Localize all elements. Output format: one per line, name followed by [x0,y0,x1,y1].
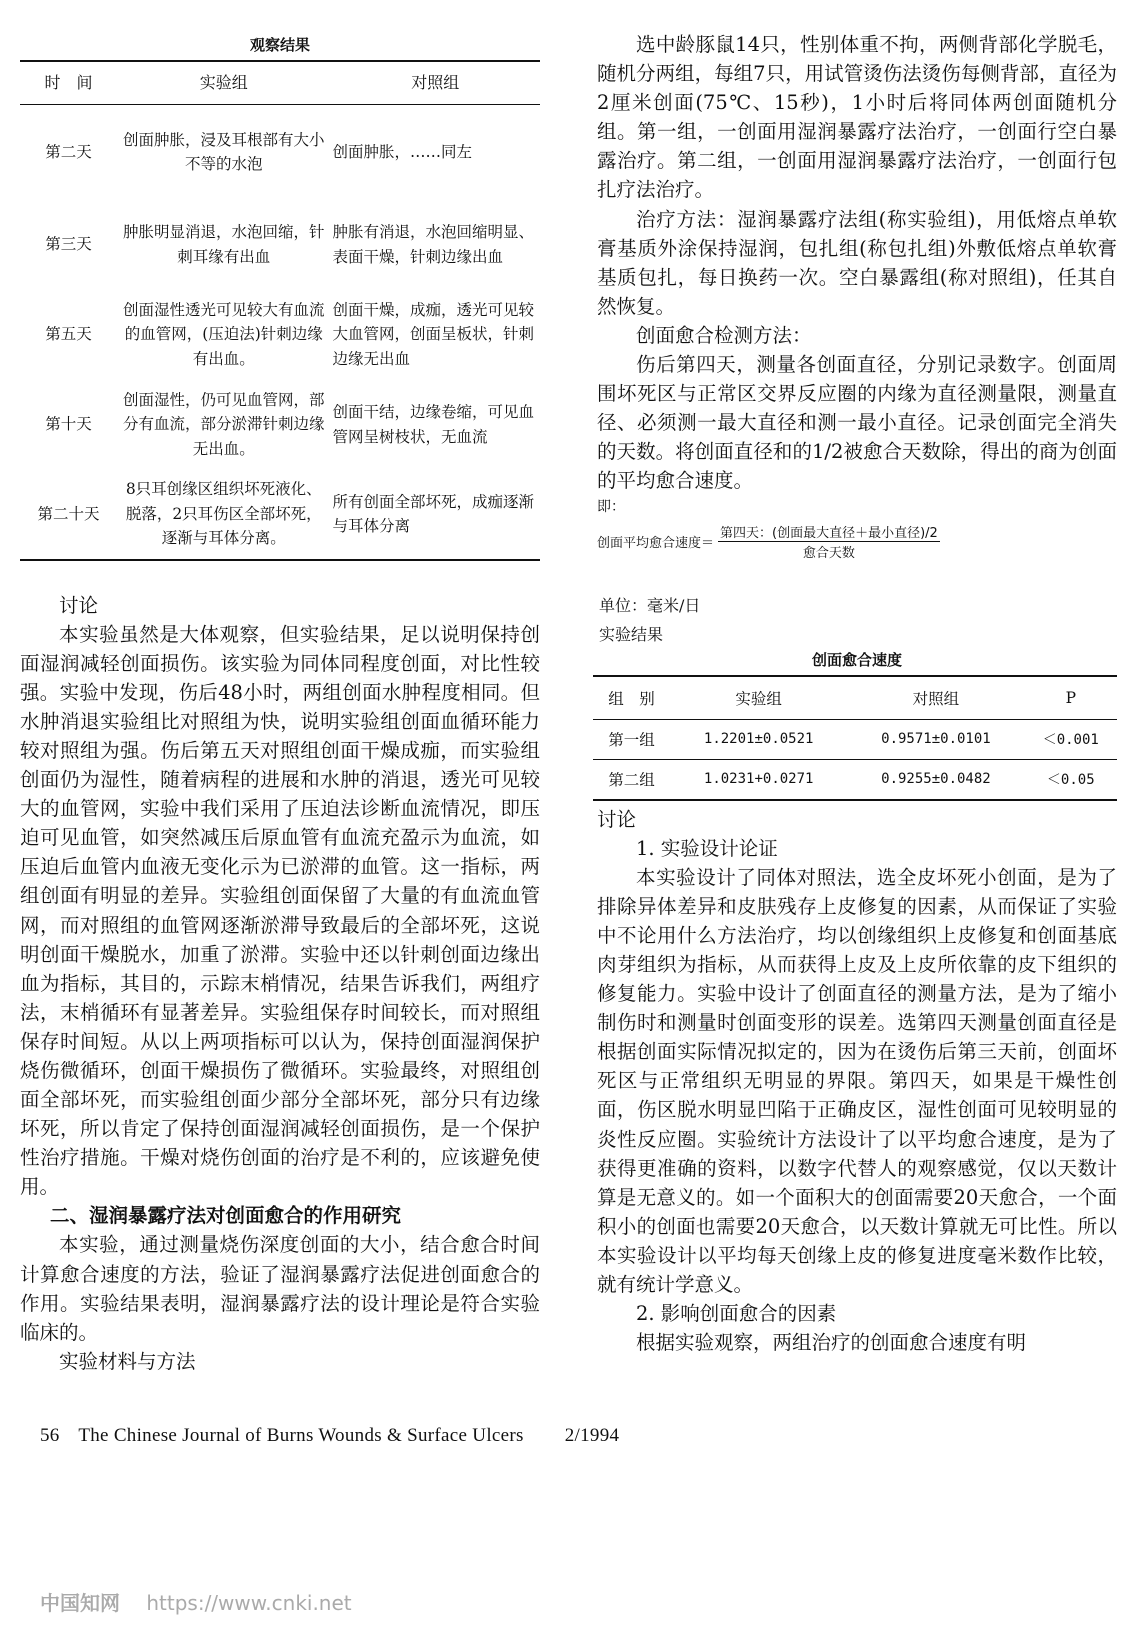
table-cell: 创面干燥，成痂，透光可见较大血管网，创面呈板状，针刺边缘无出血 [332,300,534,368]
cnki-watermark [40,1587,352,1616]
table-cell: ＜0.001 [1025,719,1117,759]
table-cell: 第十天 [45,415,92,434]
table-cell: 创面湿性透光可见较大有血流的血管网，(压迫法)针刺边缘有出血。 [122,300,325,368]
table-row [593,759,1117,800]
table1-header-exp: 实验组 [117,61,330,105]
right-paragraph-4: 伤后第四天，测量各创面直径，分别记录数字。创面周围坏死区与正常区交界反应圈的内缘为直径测量限，测量直径、必须测一最大直径和测一最小直径。记录创面完全消失的天数。将创面直径和的1/2被愈合天数除，得出的商为创面的平均愈合速度。 [597,353,1117,493]
discussion-paragraph: 本实验虽然是大体观察，但实验结果，足以说明保持创面湿润减轻创面损伤。该实验为同体同程度创面，对比性较强。实验中发现，伤后48小时，两组创面水肿程度相同。但水肿消退实验组比对照组为快，说明实验组创面血循环能力较对照组为强。伤后第五天对照组创面干燥成痂，而实验组创面仍为湿性，随着病程的进展和水肿的消退，透光可见较大的血管网，实验中我们采用了压迫法诊断血流情况，即压迫可见血管，如突然减压后原血管有血流充盈示为血流，如压迫后血管内血液无变化示为已淤滞的血管。这一指标，两组创面有明显的差异。实验组创面保留了大量的有血流血管网，而对照组的血管网逐渐淤滞导致最后的全部坏死，这说明创面干燥脱水，加重了淤滞。实验中还以针刺创面边缘出血为指标，其目的，示踪末梢情况，结果告诉我们，两组疗法，末梢循环有显著差异。实验组保存时间较长，而对照组保存时间短。从以上两项指标可以认为，保持创面湿润保护烧伤微循环，创面干燥损伤了微循环。实验最终，对照组创面全部坏死，而实验组创面少部分全部坏死，部分只有边缘坏死，所以肯定了保持创面湿润减轻创面损伤，是一个保护性治疗措施。干燥对烧伤创面的治疗是不利的，应该避免使用。 [20,622,540,1199]
table-cell: 1.2201±0.0521 [670,719,847,759]
formula [597,522,1117,561]
formula-fraction [718,522,940,561]
right-column [597,30,1117,1357]
page-footer [40,1425,633,1447]
healing-speed-table [593,675,1117,801]
left-column [20,0,540,1376]
table1-header-time: 时 间 [20,61,117,105]
cnki-logo: 中国知网 [40,1591,120,1615]
subsection-1-paragraph: 本实验设计了同体对照法，选全皮坏死小创面，是为了排除异体差异和皮肤残存上皮修复的因素，从而保证了实验中不论用什么方法治疗，均以创缘组织上皮修复和创面基底肉芽组织为指标，从而获得上皮及上皮所依靠的皮下组织的修复能力。实验中设计了创面直径的测量方法，是为了缩小制伤时和测量时创面变形的误差。选第四天测量创面直径是根据创面实际情况拟定的，因为在烫伤后第三天前，创面坏死区与正常组织无明显的界限。第四天，如果是干燥性创面，伤区脱水明显凹陷于正确皮区，湿性创面可见较明显的炎性反应圈。实验统计方法设计了以平均愈合速度，是为了获得更准确的资料，以数字代替人的观察感觉，仅以天数计算是无意义的。如一个面积大的创面需要20天愈合，一个面积小的创面也需要20天愈合，以天数计算就无可比性。所以本实验设计以平均每天创缘上皮的修复进度毫米数作比较，就有统计学意义。 [597,865,1117,1296]
table-cell: 所有创面全部坏死，成痂逐渐与耳体分离 [330,470,540,560]
table-cell: 第二组 [593,759,670,800]
table-row [593,719,1117,759]
table-cell: 第二十天 [20,470,117,560]
ji-label: 即： [597,498,625,515]
section2-heading: 二、湿润暴露疗法对创面愈合的作用研究 [50,1204,402,1228]
detection-heading: 创面愈合检测方法： [636,323,812,347]
table-cell: ＜0.05 [1025,759,1117,800]
table-cell: 1.0231+0.0271 [670,759,847,800]
table-row [20,200,540,290]
table-row [20,470,540,560]
table-cell: 8只耳创缘区组织坏死液化、脱落，2只耳伤区全部坏死，逐渐与耳体分离。 [117,470,330,560]
right-paragraph-1: 选中龄豚鼠14只，性别体重不拘，两侧背部化学脱毛，随机分两组，每组7只，用试管烫伤法烫伤每侧背部，直径为2厘米创面(75℃、15秒)，1小时后将同体两创面随机分组。第一组，一创面用湿润暴露疗法治疗，一创面行空白暴露治疗。第二组，一创面用湿润暴露疗法治疗，一创面行包扎疗法治疗。 [597,33,1117,202]
table-cell: 肿胀明显消退，水泡回缩，针刺耳缘有出血 [122,223,325,266]
table-row [20,105,540,200]
table-row [20,380,540,470]
observation-table [20,60,540,561]
table-cell: 创面肿胀，……同左 [332,143,472,161]
formula-denominator: 愈合天数 [802,545,855,561]
subsection-2-heading: 2. 影响创面愈合的因素 [636,1302,837,1326]
table-cell: 创面肿胀，浸及耳根部有大小不等的水泡 [122,130,325,174]
journal-name: The Chinese Journal of Burns Wounds & Surface Ulcers [78,1425,524,1446]
table2-header-group: 组 别 [593,676,670,720]
right-discussion-heading: 讨论 [597,807,637,831]
unit-label: 单位：毫米/日 [599,595,701,615]
table-cell: 创面湿性，仍可见血管网，部分有血流，部分淤滞针刺边缘无出血。 [122,390,325,458]
cnki-url: https://www.cnki.net [146,1591,352,1615]
issue-number: 2/1994 [564,1425,620,1446]
table-cell: 肿胀有消退，水泡回缩明显、表面干燥，针刺边缘出血 [332,223,534,266]
table-cell: 第三天 [45,235,92,254]
table-cell: 第五天 [45,325,92,344]
subsection-1-heading: 1. 实验设计论证 [636,836,778,860]
table-cell: 0.9255±0.0482 [847,759,1024,800]
table1-header-ctl: 对照组 [330,61,540,105]
results-label: 实验结果 [599,624,664,644]
discussion-heading: 讨论 [59,593,99,617]
page-number: 56 [40,1425,60,1446]
table-row [20,290,540,380]
formula-lhs: 创面平均愈合速度＝ [597,535,715,551]
subsection-2-paragraph: 根据实验观察，两组治疗的创面愈合速度有明 [636,1331,1027,1355]
formula-numerator: 第四天：(创面最大直径＋最小直径)/2 [718,522,940,542]
table-cell: 第一组 [593,719,670,759]
table-cell: 0.9571±0.0101 [847,719,1024,759]
table2-caption: 创面愈合速度 [811,650,902,669]
table2-header-ctl: 对照组 [847,676,1024,720]
table-cell: 第二天 [45,143,92,161]
table-cell: 创面干结，边缘卷缩，可见血管网呈树枝状，无血流 [332,403,534,446]
table2-header-exp: 实验组 [670,676,847,720]
materials-heading: 实验材料与方法 [59,1349,196,1373]
right-paragraph-2: 治疗方法：湿润暴露疗法组(称实验组)，用低熔点单软膏基质外涂保持湿润，包扎组(称包扎组)外敷低熔点单软膏基质包扎，每日换药一次。空白暴露组(称对照组)，任其自然恢复。 [597,207,1117,318]
table1-caption: 观察结果 [249,36,310,54]
section2-paragraph: 本实验，通过测量烧伤深度创面的大小，结合愈合时间计算愈合速度的方法，验证了湿润暴露疗法促进创面愈合的作用。实验结果表明，湿润暴露疗法的设计理论是符合实验临床的。 [20,1233,540,1344]
table2-header-p: P [1025,676,1117,720]
